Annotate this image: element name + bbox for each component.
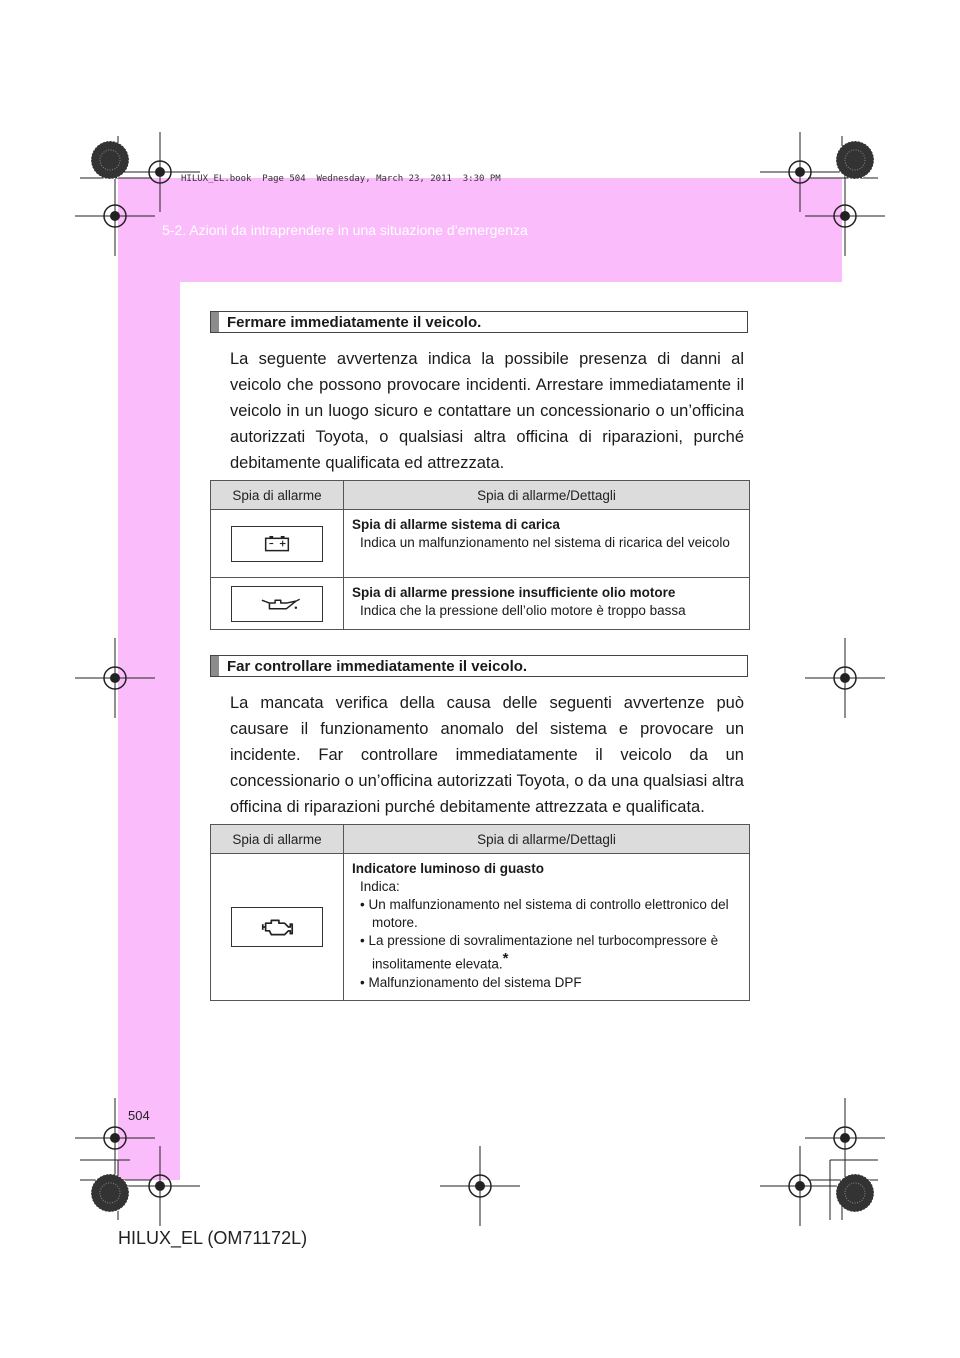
- warning-table-1: [210, 480, 750, 630]
- oil-can-icon: [231, 586, 323, 622]
- row-title: Spia di allarme sistema di carica: [352, 517, 560, 532]
- section1-heading-text: Fermare immediatamente il veicolo.: [227, 313, 482, 331]
- table-row: [211, 578, 750, 630]
- row-title: Spia di allarme pressione insufficiente olio motore: [352, 585, 676, 600]
- section-title: 5-2. Azioni da intraprendere in una situazione d’emergenza: [162, 222, 528, 238]
- list-item: • Malfunzionamento del sistema DPF: [360, 974, 582, 990]
- crop-mark-text: HILUX_EL.book Page 504 Wednesday, March 23, 2011 3:30 PM: [181, 174, 501, 184]
- section2-heading: [210, 655, 748, 677]
- section1-heading: [210, 311, 748, 333]
- row-intro: Indica:: [360, 879, 400, 894]
- bullet-list: [352, 896, 739, 992]
- section2-paragraph: La mancata verifica della causa delle seguenti avvertenze può causare il funzionamento anomalo del sistema e provocare un incidente. Far controllare immediatamente il veicolo da un concessionario o un’officina autorizzati Toyota, o da una qualsiasi altra officina di riparazioni purché debitamente attrezzata e qualificata.: [230, 694, 744, 816]
- section1-paragraph: La seguente avvertenza indica la possibile presenza di danni al veicolo che possono provocare incidenti. Arrestare immediatamente il veicolo in un luogo sicuro e contattare un concessionario o un’officina autorizzati Toyota, o qualsiasi altra officina di riparazioni, purché debitamente qualificata ed attrezzata.: [230, 350, 744, 472]
- manual-code: HILUX_EL (OM71172L): [118, 1228, 308, 1248]
- list-item: • Un malfunzionamento nel sistema di controllo elettronico del motore.: [360, 897, 729, 930]
- table-row: [211, 510, 750, 578]
- table-header-row: [211, 825, 750, 854]
- table-row: [211, 854, 750, 1001]
- heading-bar: [211, 656, 219, 676]
- col-header-details: Spia di allarme/Dettagli: [344, 825, 750, 854]
- section2-heading-text: Far controllare immediatamente il veicolo.: [227, 657, 528, 675]
- table-header-row: [211, 481, 750, 510]
- row-detail: Indica un malfunzionamento nel sistema di ricarica del veicolo: [360, 535, 730, 550]
- footnote-asterisk: *: [502, 950, 509, 967]
- row-detail: Indica che la pressione dell’olio motore è troppo bassa: [360, 603, 686, 618]
- battery-icon: [231, 526, 323, 562]
- engine-icon: [231, 907, 323, 947]
- col-header-light: Spia di allarme: [211, 825, 344, 854]
- heading-bar: [211, 312, 219, 332]
- row-title: Indicatore luminoso di guasto: [352, 861, 545, 876]
- col-header-details: Spia di allarme/Dettagli: [344, 481, 750, 510]
- col-header-light: Spia di allarme: [211, 481, 344, 510]
- page-number: 504: [128, 1108, 150, 1123]
- warning-table-2: [210, 824, 750, 1001]
- list-item: • La pressione di sovralimentazione nel turbocompressore è insolitamente elevata.*: [360, 933, 719, 972]
